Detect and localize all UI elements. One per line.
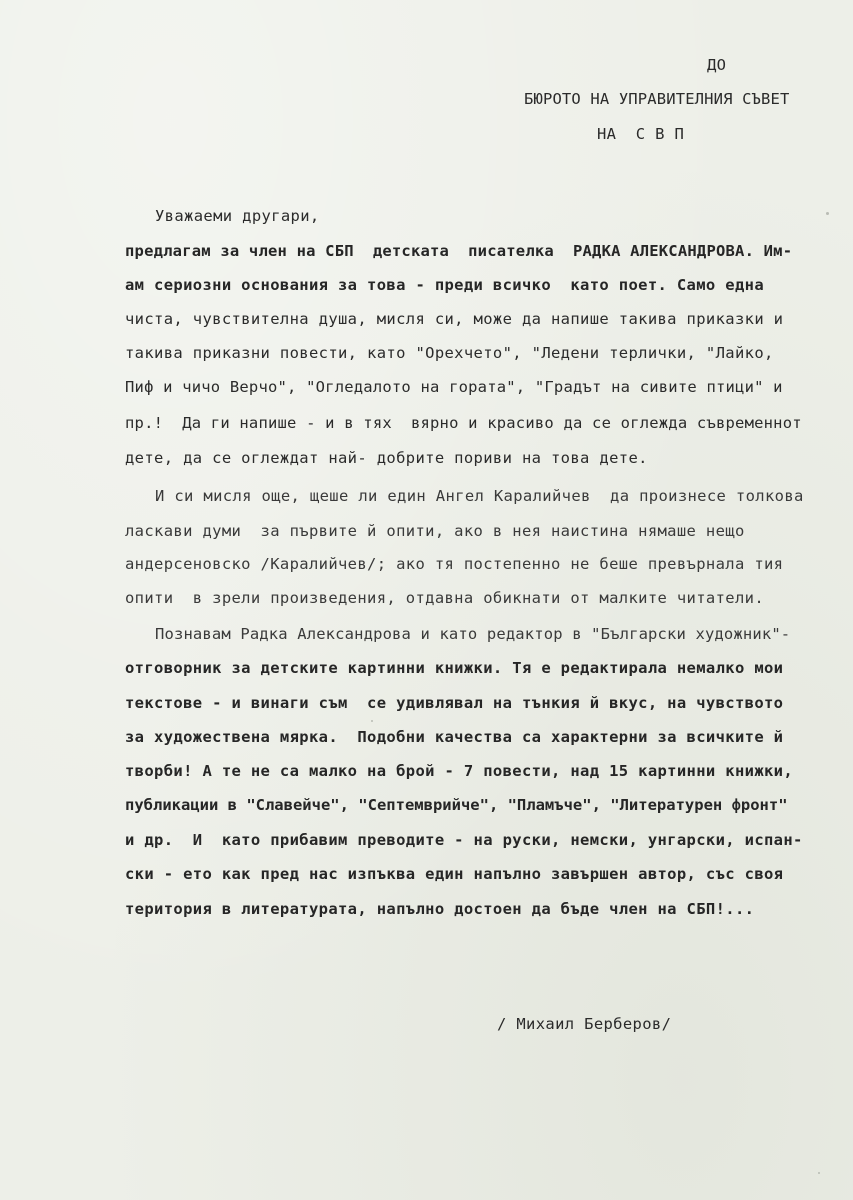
signature: / Михаил Берберов/ [497,1015,672,1033]
body-line-3: чиста, чувствителна душа, мисля си, може да напише такива приказки и [125,310,784,328]
body-line-11: опити в зрели произведения, отдавна обикнати от малките читатели. [125,589,764,607]
body-line-16: творби! А те не са малко на брой - 7 повести, над 15 картинни книжки, [125,762,794,780]
body-line-7: дете, да се оглеждат най- добрите пориви на това дете. [125,449,648,467]
body-line-17: публикации в "Славейче", "Септемврийче", "Пламъче", "Литературен фронт" [125,796,788,814]
body-line-10: андерсеновско /Каралийчев/; ако тя постепенно не беше превърнала тия [125,555,784,573]
body-line-5: Пиф и чичо Верчо", "Огледалото на гората", "Градът на сивите птици" и [125,378,783,396]
body-line-9: ласкави думи за първите й опити, ако в нея наистина нямаше нещо [125,522,745,540]
body-line-19: ски - ето как пред нас изпъква един напълно завършен автор, със своя [125,865,784,883]
body-line-14: текстове - и винаги съм се удивлявал на тънкия й вкус, на чувството [125,694,784,712]
paper-speck [818,1172,820,1174]
body-line-2: ам сериозни основания за това - преди всичко като поет. Само една [125,276,764,294]
address-to: ДО [707,56,727,74]
body-line-20: територия в литературата, напълно достоен да бъде член на СБП!... [125,900,755,918]
body-line-6: пр.! Да ги напише - и в тях вярно и красиво да се оглежда съвременнот [125,414,802,432]
body-line-15: за художествена мярка. Подобни качества са характерни за всичките й [125,728,784,746]
body-line-1: предлагам за член на СБП детската писателка РАДКА АЛЕКСАНДРОВА. Им- [125,242,793,260]
address-line-1: БЮРОТО НА УПРАВИТЕЛНИЯ СЪВЕТ [524,90,790,108]
body-line-8: И си мисля още, щеше ли един Ангел Каралийчев да произнесе толкова [155,487,804,505]
body-line-13: отговорник за детските картинни книжки. Тя е редактирала немалко мои [125,659,784,677]
body-line-18: и др. И като прибавим преводите - на руски, немски, унгарски, испан- [125,831,803,849]
body-line-12: Познавам Радка Александрова и като редактор в "Български художник"- [155,625,791,643]
address-line-2: НА С В П [597,125,685,143]
paper-speck [826,212,829,215]
greeting: Уважаеми другари, [155,207,320,225]
body-line-4: такива приказни повести, като "Орехчето", "Ледени терлички, "Лайко, [125,344,774,362]
paper-speck [371,720,373,722]
